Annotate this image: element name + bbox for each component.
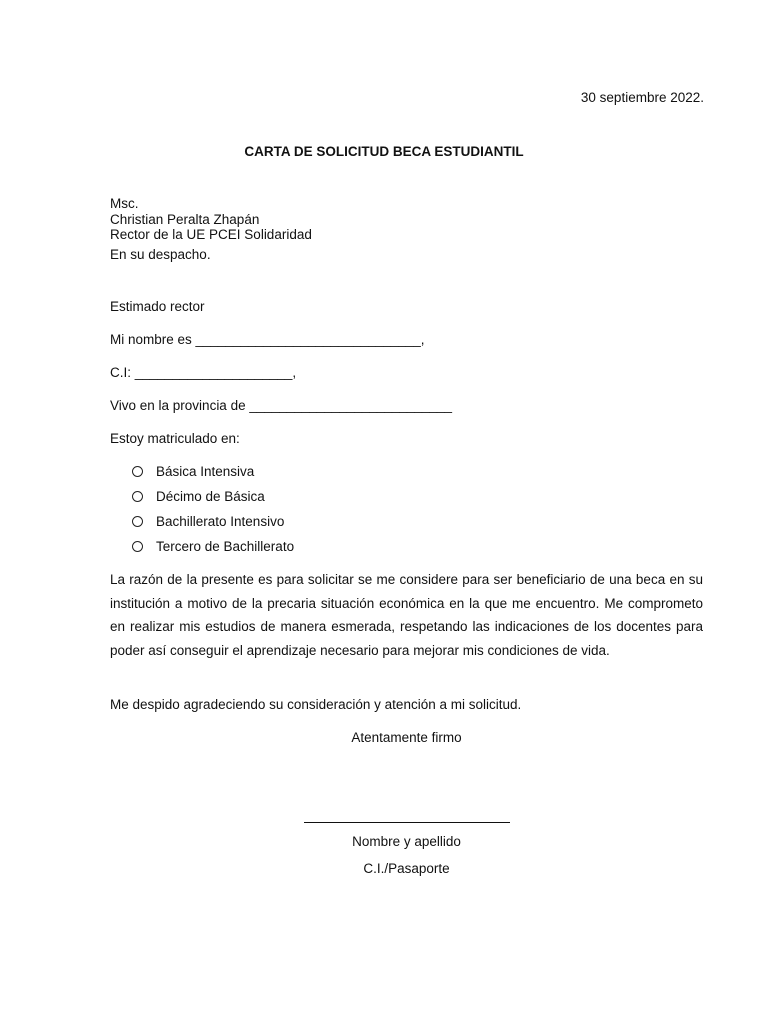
addressee-name: Christian Peralta Zhapán [110,211,260,227]
closing-text: Atentamente firmo [351,730,462,745]
signature-name-label: Nombre y apellido [352,834,461,849]
option-item [132,538,294,563]
ci-field: C.I: _____________________, [110,365,297,380]
option-label: Décimo de Básica [156,489,265,504]
option-item [132,488,294,513]
option-item [132,463,294,488]
signature-line [304,822,510,823]
greeting: Estimado rector [110,299,205,314]
name-field: Mi nombre es ______________________________, [110,332,425,347]
option-label: Básica Intensiva [156,464,255,479]
enrolled-label: Estoy matriculado en: [110,431,240,446]
province-field: Vivo en la provincia de ___________________________ [110,398,453,413]
enrollment-options [132,463,294,563]
option-label: Bachillerato Intensivo [156,514,285,529]
body-paragraph: La razón de la presente es para solicitar se me considere para ser beneficiario de una beca en su institución a motivo de la precaria situación económica en la que me encuentro. Me comprometo en realizar mis estudios de manera esmerada, respetando las indicaciones de los docentes para poder así conseguir el aprendizaje necesario para mejorar mis condiciones de vida. [110,572,703,658]
addressee-role: Rector de la UE PCEI Solidaridad [110,227,312,242]
option-item [132,513,294,538]
letter-date: 30 septiembre 2022. [580,90,704,105]
circle-bullet-icon [132,466,143,477]
addressee-block [110,196,312,243]
circle-bullet-icon [132,516,143,527]
letter-title: CARTA DE SOLICITUD BECA ESTUDIANTIL [244,144,524,159]
addressee-office: En su despacho. [110,247,211,262]
addressee-honorific: Msc. [110,196,139,211]
circle-bullet-icon [132,491,143,502]
option-label: Tercero de Bachillerato [156,539,295,554]
farewell-paragraph: Me despido agradeciendo su consideración y atención a mi solicitud. [110,697,522,712]
circle-bullet-icon [132,541,143,552]
signature-id-label: C.I./Pasaporte [363,861,450,876]
